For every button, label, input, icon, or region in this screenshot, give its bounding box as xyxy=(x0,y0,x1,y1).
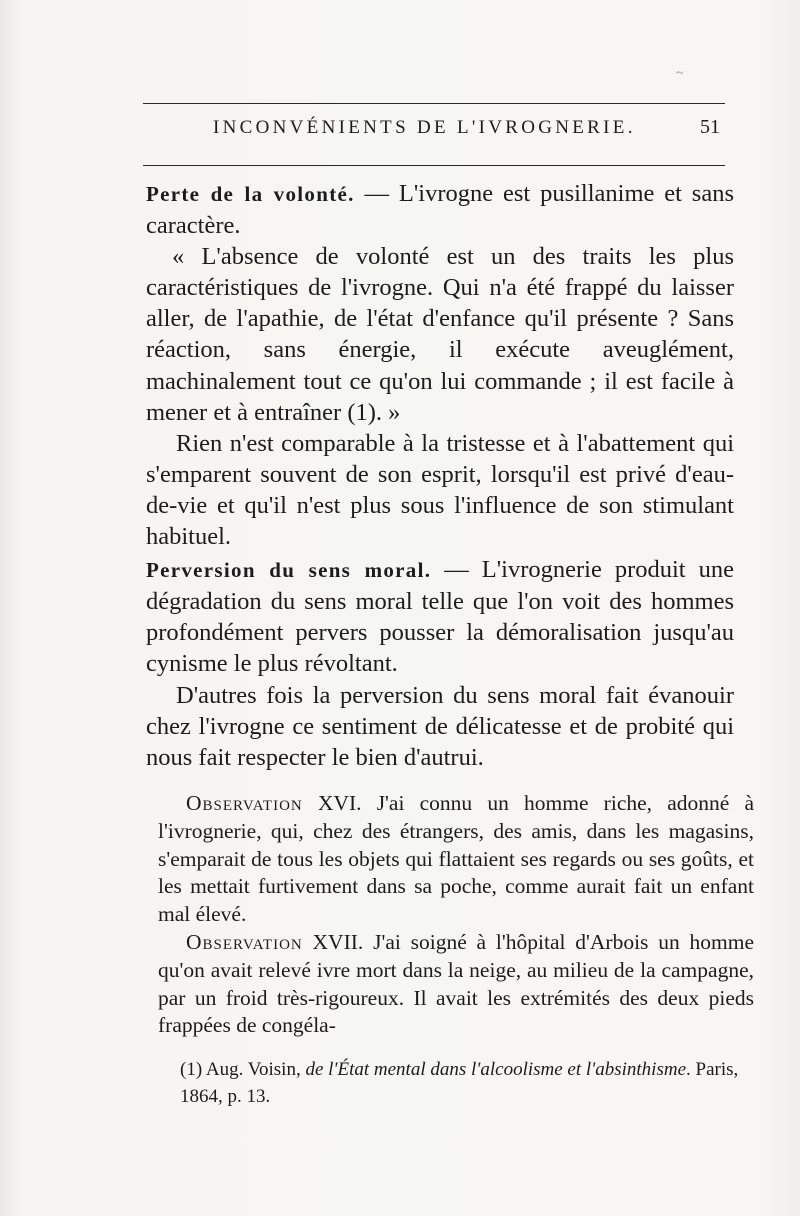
paragraph-autres-fois: D'autres fois la perversion du sens moral fait évanouir chez l'ivrogne ce sentiment de délicatesse et de probité qui nous fait respecter le bien d'autrui. xyxy=(146,681,734,771)
paragraph-tristesse: Rien n'est comparable à la tristesse et à l'abattement qui s'emparent souvent de son esprit, lorsqu'il est privé d'eau-de-vie et qu'il n'est plus sous l'influence de son stimulant habituel. xyxy=(146,429,734,551)
running-title: INCONVÉNIENTS DE L'IVROGNERIE. xyxy=(213,117,636,138)
section-text-perversion: — L'ivrognerie produit une dégradation du sens moral telle que l'on voit des hommes profondément pervers pousser la démoralisation jusqu'au cynisme le plus révoltant. xyxy=(146,556,734,678)
footnote-marker: (1) xyxy=(180,1059,203,1080)
main-text xyxy=(146,178,734,773)
paragraph-perversion xyxy=(146,554,734,679)
observation-text: J'ai soigné à l'hôpital d'Arbois un homme qu'on avait relevé ivre mort dans la neige, au milieu de la campagne, par un froid très-rigoureux. Il avait les extrémités des deux pieds frappées de congéla- xyxy=(158,929,754,1038)
observation-text: J'ai connu un homme riche, adonné à l'ivrognerie, qui, chez des étrangers, des amis, dans les magasins, s'emparait de tous les objets qui flattaient ses regards ou ses goûts, et les mettait furtivement dans sa poche, comme aurait fait un enfant mal élevé. xyxy=(158,791,755,927)
footnote-text xyxy=(180,1056,760,1110)
observation-label: Observation xyxy=(186,929,303,954)
paragraph-quote-absence-volonte: « L'absence de volonté est un des traits les plus caractéristiques de l'ivrogne. Qui n'a été frappé du laisser aller, de l'apathie, de l'état d'enfance qu'il présente ? Sans réaction, sans énergie, il exécute aveuglément, machinalement tout ce qu'on lui commande ; il est facile à mener et à entraîner (1). » xyxy=(146,243,734,426)
section-heading-perte-volonte: Perte de la volonté. xyxy=(146,182,355,206)
observation-number: XVI. xyxy=(317,791,362,815)
observation-17 xyxy=(158,929,754,1040)
header-top-rule xyxy=(143,103,725,104)
stray-mark: ~ xyxy=(676,66,684,81)
footnote-title: de l'État mental dans l'alcoolisme et l'absinthisme xyxy=(305,1059,687,1080)
footnote-author: Aug. Voisin, xyxy=(202,1059,306,1080)
paragraph-perte-volonte xyxy=(146,178,734,241)
observation-16 xyxy=(158,790,754,929)
observations-block xyxy=(158,790,754,1040)
footnote-rest: . Paris, 1864, p. 13. xyxy=(180,1059,739,1107)
page-number: 51 xyxy=(700,116,720,138)
section-heading-perversion: Perversion du sens moral. xyxy=(146,558,432,583)
section-text-perte-volonte: — L'ivrogne est pusillanime et sans caractère. xyxy=(146,180,734,240)
footnote xyxy=(180,1056,760,1110)
observation-number: XVII. xyxy=(312,929,364,954)
observation-label: Observation xyxy=(186,791,303,815)
header-bottom-rule xyxy=(143,165,725,166)
